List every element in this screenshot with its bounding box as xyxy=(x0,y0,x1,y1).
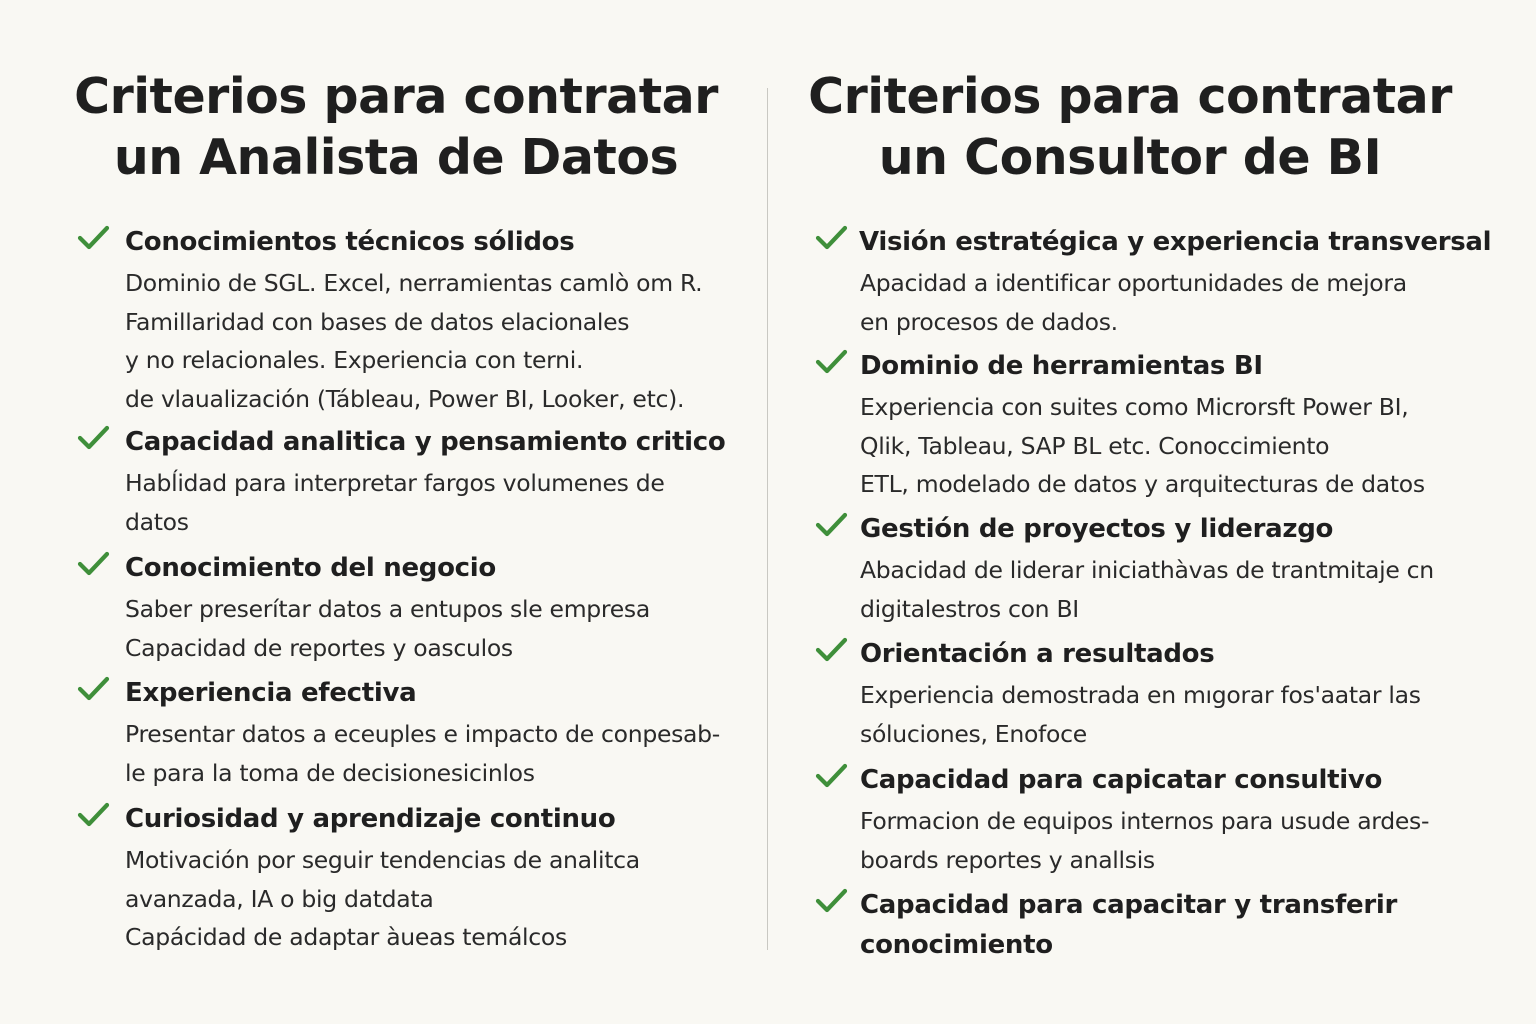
criterion-title: Dominio de herramientas BI xyxy=(860,351,1263,381)
checkmark-icon xyxy=(76,799,112,829)
criterion-description xyxy=(125,464,665,541)
criterion-title-line: conocimiento xyxy=(860,930,1053,960)
description-line: Motivación por seguir tendencias de analitca xyxy=(125,846,640,874)
checkmark-icon xyxy=(814,885,850,915)
description-line: Capácidad de adaptar àueas temálcos xyxy=(125,923,567,951)
criterion-description xyxy=(860,802,1429,879)
description-line: Apacidad a identificar oportunidades de mejora xyxy=(860,269,1407,297)
description-line: digitalestros con BI xyxy=(860,594,1079,623)
criterion-description xyxy=(125,264,702,418)
checkmark-icon xyxy=(76,422,112,452)
criterion-description xyxy=(860,388,1425,504)
description-line: Abacidad de liderar iniciathàvas de trantmitaje cn xyxy=(860,556,1434,584)
criterion-title: Conocimiento del negocio xyxy=(125,553,496,583)
description-line: y no relacionales. Experiencia con terni. xyxy=(125,346,584,374)
criterion-title: Conocimientos técnicos sólidos xyxy=(125,227,575,257)
description-line: Experiencia demostrada en mıgorar fos'aatar las xyxy=(860,681,1421,709)
description-line: Capacidad de reportes y oasculos xyxy=(125,633,513,662)
checkmark-icon xyxy=(76,673,112,703)
criterion-description xyxy=(125,590,650,667)
checkmark-icon xyxy=(76,222,112,252)
checkmark-icon xyxy=(76,548,112,578)
criterion-title-line: Capacidad para capacitar y transferir xyxy=(860,890,1397,920)
right-title-line-1: Criterios para contratar xyxy=(808,68,1452,125)
description-line: boards reportes y anallsis xyxy=(860,845,1155,874)
criterion-description xyxy=(860,264,1407,341)
criterion-title xyxy=(860,885,1397,965)
description-line: sóluciones, Enofoce xyxy=(860,719,1087,748)
description-line: de vlaualización (Táblеau, Power BI, Looker, etc). xyxy=(125,384,685,413)
criterion-title: Capacidad analitica y pensamiento critico xyxy=(125,427,726,457)
description-line: avanzada, IA o big datdata xyxy=(125,884,434,913)
criterion-description xyxy=(125,715,720,792)
column-divider xyxy=(767,88,768,950)
description-line: Qlik, Tableau, SAP BL etc. Conoccimiento xyxy=(860,431,1330,460)
criterion-title: Curiosidad y aprendizaje continuo xyxy=(125,804,616,834)
criterion-title: Orientación a resultados xyxy=(860,639,1215,669)
criterion-title: Visión estratégica y experiencia transversal xyxy=(859,227,1492,257)
criterion-title: Experiencia efectiva xyxy=(125,678,417,708)
description-line: Habĺidad para interpretar fargos volumenes de xyxy=(125,469,665,497)
right-title xyxy=(780,66,1480,188)
checkmark-icon xyxy=(814,222,850,252)
description-line: le para la toma de decisionesicinlos xyxy=(125,758,535,787)
criterion-description xyxy=(125,841,640,957)
description-line: Dominio de SGL. Excel, nerramientas camlò om R. xyxy=(125,269,703,297)
description-line: Presentar datos a eceuples e impacto de conpesab- xyxy=(125,720,720,748)
left-title xyxy=(46,66,746,188)
description-line: Experiencia con suites como Microrsft Power BI, xyxy=(860,393,1409,421)
checkmark-icon xyxy=(814,760,850,790)
checkmark-icon xyxy=(814,346,850,376)
description-line: en procesos de dados. xyxy=(860,307,1118,336)
left-title-line-2: un Analista de Datos xyxy=(113,129,679,186)
description-line: ETL, modelado de datos y arquitecturas de datos xyxy=(860,470,1425,498)
description-line: Famillaridad con bases de datos elacionales xyxy=(125,307,630,336)
description-line: Formacion de equipos internos para usude ardes- xyxy=(860,807,1430,835)
checkmark-icon xyxy=(814,509,850,539)
description-line: Saber preserítar datos a entupos sle empresa xyxy=(125,595,650,623)
criterion-description xyxy=(860,551,1434,628)
criterion-description xyxy=(860,676,1421,753)
right-title-line-2: un Consultor de BI xyxy=(878,129,1382,186)
checkmark-icon xyxy=(814,634,850,664)
criterion-title: Gestión de proyectos y liderazgo xyxy=(860,514,1334,544)
criterion-title: Capacidad para capicatar consultivo xyxy=(860,765,1383,795)
description-line: datos xyxy=(125,507,189,536)
left-title-line-1: Criterios para contratar xyxy=(74,68,718,125)
